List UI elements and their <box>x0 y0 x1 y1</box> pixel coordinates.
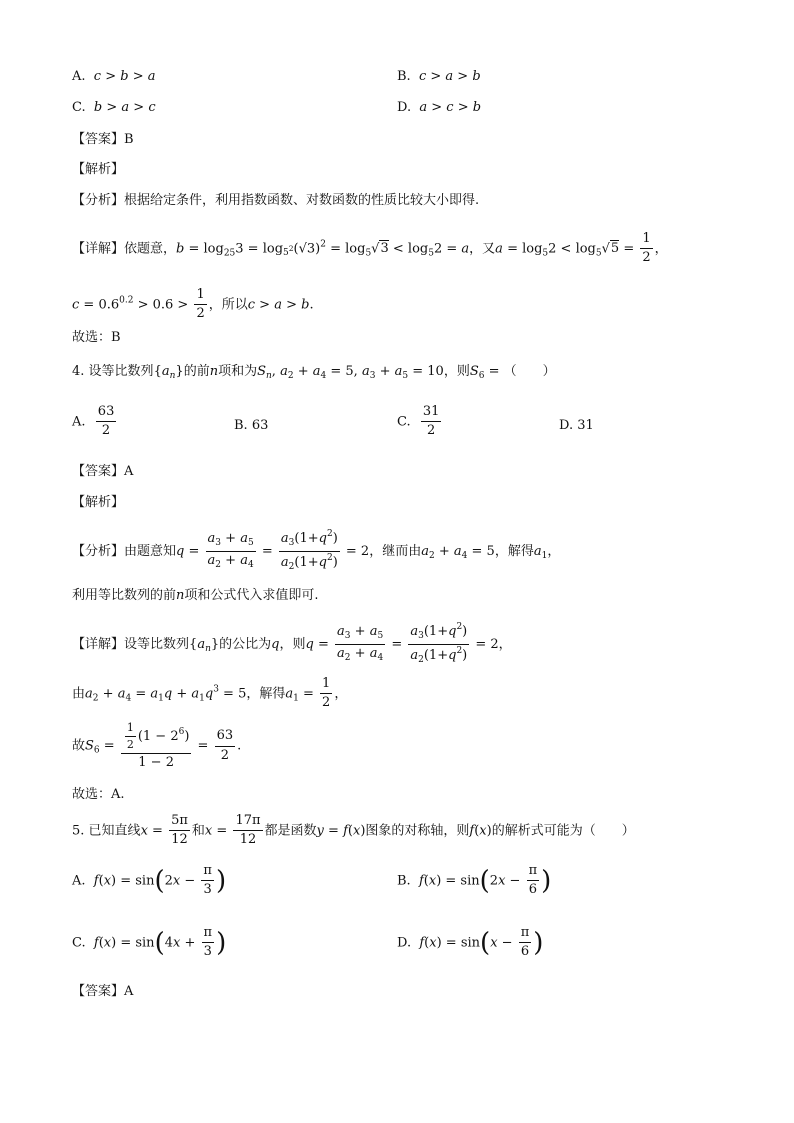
q4-fenxi-line2: 利用等比数列的前n项和公式代入求值即可. <box>72 588 319 603</box>
q4-detail-line1: 【详解】设等比数列$\{a_n\}$的公比为q，则q = $\frac{a_3 + a_5}{a_2 + a_4}$ = $\frac{a_3(1+q^2)}{a_2(1+q^2)}$ = 2， <box>72 622 512 665</box>
q5-option-a: A. f(x) = sin(2x − $\frac{\pi}{3}$ ) <box>72 863 227 898</box>
q3-answer: 【答案】B <box>72 132 134 147</box>
q5-option-b: B. f(x) = sin(2x − $\frac{\pi}{6}$ ) <box>397 863 552 898</box>
q4-option-d: D. 31 <box>559 418 594 433</box>
q5-answer: 【答案】A <box>72 984 134 999</box>
q4-option-b: B. 63 <box>234 418 269 433</box>
q4-stem: 4. 设等比数列$\{a_n\}$的前n项和为$S_n$, $a_2 + a_4 = 5$, $a_3 + a_5 = 10$，则$S_6$ = （ ） <box>72 364 556 381</box>
q4-detail-line2: 由$a_2 + a_4 = a_1q + a_1q^3 = 5$，解得$a_1$ = $\frac{1}{2}$ ， <box>72 676 348 711</box>
q3-option-a: A. c > b > a <box>72 69 156 84</box>
q4-answer: 【答案】A <box>72 464 134 479</box>
q4-fenxi-line1: 【分析】由题意知q = $\frac{a_3 + a_5}{a_2 + a_4}$ = $\frac{a_3(1+q^2)}{a_2(1+q^2)}$ = 2，继而由$a_2 + a_4 = 5$，解得$a_1$， <box>72 529 561 572</box>
q4-option-a: A. $\frac{63}{2}$ <box>72 404 115 439</box>
q3-detail-line1: 【详解】依题意，$b = \log_{25}3 = \log_{5^2}(√3)^2 = \log_5√3 < \log_52 = a$，又$a = \log_52 < \log_5√5$ = $\frac{1}{2}$ ， <box>72 231 668 266</box>
q5-option-d: D. f(x) = sin(x − $\frac{\pi}{6}$ ) <box>397 925 544 960</box>
q3-option-b: B. c > a > b <box>397 69 481 84</box>
q4-option-c: C. $\frac{31}{2}$ <box>397 404 440 439</box>
q3-choice: 故选：B <box>72 330 121 345</box>
q3-fenxi: 【分析】根据给定条件，利用指数函数、对数函数的性质比较大小即得. <box>72 193 480 208</box>
q4-choice: 故选：A. <box>72 787 125 802</box>
q4-detail-line3: 故$S_6$ = $\frac{1}{2}$ $(1 - 2^6)$ 1 − 2 = $\frac{63}{2}$ . <box>72 721 242 771</box>
q3-option-c: C. b > a > c <box>72 100 156 115</box>
q5-stem: 5. 已知直线x = $\frac{5\pi}{12}$ 和x = $\frac{17\pi}{12}$ 都是函数y = f(x)图象的对称轴，则f(x)的解析式可能为（ ） <box>72 813 635 848</box>
q3-detail-line2: $c = 0.6^{0.2} > 0.6$ > $\frac{1}{2}$ ，所以c > a > b. <box>72 287 314 322</box>
q3-option-d: D. a > c > b <box>397 100 482 115</box>
q5-option-c: C. f(x) = sin(4x + $\frac{\pi}{3}$ ) <box>72 925 227 960</box>
q4-analysis-label: 【解析】 <box>72 495 125 510</box>
q3-analysis-label: 【解析】 <box>72 162 125 177</box>
